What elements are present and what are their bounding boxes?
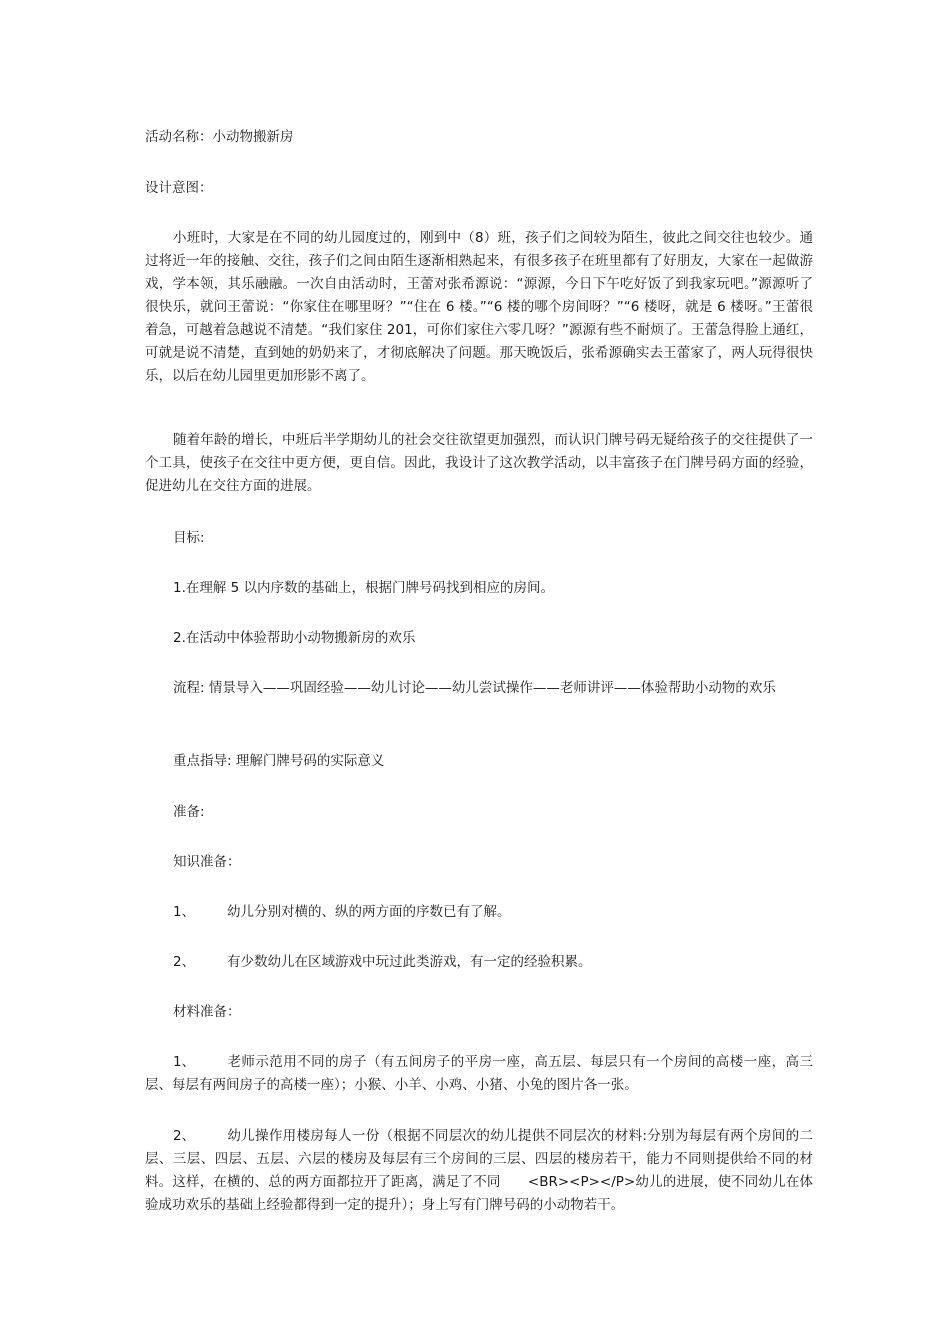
goal-item-1: 1.在理解 5 以内序数的基础上，根据门牌号码找到相应的房间。 xyxy=(173,580,555,596)
list-text: 幼儿操作用楼房每人一份（根据不同层次的幼儿提供不同层次的材料:分别为每层有两个房间的二层、三层、四层、五层、六层的楼房及每层有三个房间的三层、四层的楼房若干，能力不同则提供给不同的材料。这样，在横的、总的两方面都拉开了距离，满足了不同 <BR><P></P>幼儿的进展，使不同幼儿在体验成功欢乐的基础上经验都得到一定的提升）；身上写有门牌号码的小动物若干。 xyxy=(145,1128,813,1213)
goals-heading: 目标: xyxy=(173,530,205,546)
list-number: 2、 xyxy=(173,954,196,970)
material-item-1 xyxy=(145,1051,813,1097)
list-text: 有少数幼儿在区域游戏中玩过此类游戏，有一定的经验积累。 xyxy=(227,954,592,970)
knowledge-prep-heading: 知识准备： xyxy=(173,854,241,870)
knowledge-item-2 xyxy=(173,951,813,974)
material-item-2 xyxy=(145,1125,813,1217)
intent-paragraph-2: 随着年龄的增长，中班后半学期幼儿的社会交往欲望更加强烈，而认识门牌号码无疑给孩子的交往提供了一个工具，使孩子在交往中更方便，更自信。因此，我设计了这次教学活动，以丰富孩子在门牌号码方面的经验，促进幼儿在交往方面的进展。 xyxy=(145,432,813,494)
list-text: 幼儿分别对横的、纵的两方面的序数已有了解。 xyxy=(227,904,511,920)
activity-title: 活动名称：小动物搬新房 xyxy=(145,129,294,145)
list-text: 老师示范用不同的房子（有五间房子的平房一座，高五层、每层只有一个房间的高楼一座，高三层、每层有两间房子的高楼一座）；小猴、小羊、小鸡、小猪、小兔的图片各一张。 xyxy=(145,1054,813,1093)
intent-paragraph-1: 小班时，大家是在不同的幼儿园度过的，刚到中（8）班，孩子们之间较为陌生，彼此之间交往也较少。通过将近一年的接触、交往，孩子们之间由陌生逐渐相熟起来，有很多孩子在班里都有了好朋友，大家在一起做游戏，学本领，其乐融融。一次自由活动时，王蕾对张希源说：“源源，今日下午吃好饭了到我家玩吧。”源源听了很快乐，就问王蕾说：“你家住在哪里呀？”“住在 6 楼。”“6 楼的哪个房间呀？”“6 楼呀，就是 6 楼呀。”王蕾很着急，可越着急越说不清楚。“我们家住 201，可你们家住六零几呀？”源源有些不耐烦了。王蕾急得脸上通红，可就是说不清楚，直到她的奶奶来了，才彻底解决了问题。那天晚饭后，张希源确实去王蕾家了，两人玩得很快乐，以后在幼儿园里更加形影不离了。 xyxy=(145,230,813,384)
design-intent-heading: 设计意图： xyxy=(145,180,213,196)
list-number: 1、 xyxy=(173,1054,196,1070)
flow-paragraph: 流程: 情景导入——巩固经验——幼儿讨论——幼儿尝试操作——老师讲评——体验帮助小动物的欢乐 xyxy=(173,680,776,696)
goal-item-2: 2.在活动中体验帮助小动物搬新房的欢乐 xyxy=(173,630,416,646)
materials-prep-heading: 材料准备： xyxy=(173,1004,241,1020)
preparation-heading: 准备: xyxy=(173,804,205,820)
key-point-paragraph: 重点指导: 理解门牌号码的实际意义 xyxy=(173,753,385,769)
list-number: 2、 xyxy=(173,1128,196,1144)
knowledge-item-1 xyxy=(173,901,813,924)
list-number: 1、 xyxy=(173,904,196,920)
